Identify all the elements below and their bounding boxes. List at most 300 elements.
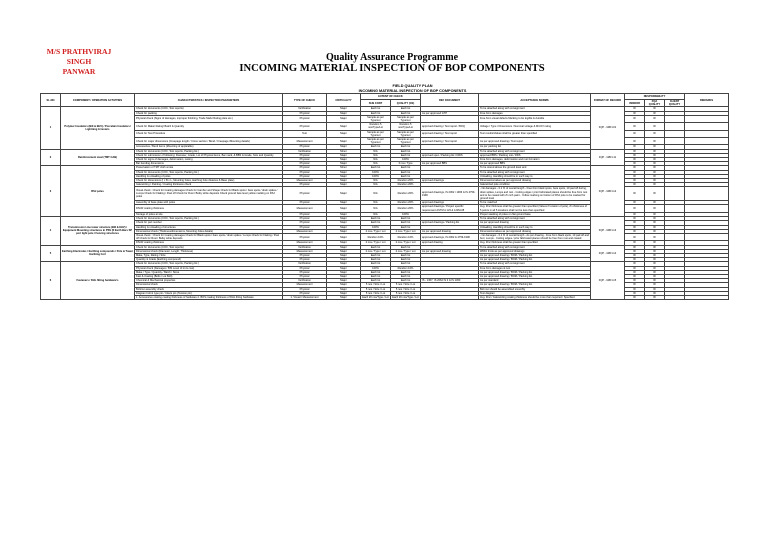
- cell-type: 1. Visual / Measurement: [283, 295, 327, 299]
- company-name-line-2: SINGH: [66, 57, 92, 66]
- cell-sub-cont: 100%: [361, 174, 391, 178]
- cell-format: FQP - GBFI-14: [591, 245, 625, 262]
- cell-type: Verification: [283, 107, 327, 111]
- cell-quality: 100%: [391, 212, 421, 216]
- cell-criticality: Major: [327, 266, 361, 270]
- cell-quality: Each lot: [391, 245, 421, 249]
- cell-quality: Each lot: [391, 253, 421, 257]
- cell-fqa: W: [645, 262, 665, 266]
- cell-characteristic: Physical check (Damages / BIS Level of lot & cost): [135, 266, 283, 270]
- cell-criticality: Major: [327, 283, 361, 287]
- cell-acceptance: As per approved drawing / Test report: [479, 138, 591, 145]
- cell-vendor: W: [625, 205, 645, 212]
- cell-quality: Each lot: [391, 153, 421, 157]
- cell-criticality: Major: [327, 162, 361, 166]
- cell-characteristic: Check for Test Procedure: [135, 130, 283, 137]
- cell-vendor: W: [625, 291, 645, 295]
- cell-client: [665, 187, 685, 201]
- cell-format: FQP - GBFI-15: [591, 262, 625, 300]
- cell-characteristic: Handling & unloading of poles: [135, 174, 283, 178]
- cell-fqa: W: [645, 291, 665, 295]
- cell-vendor: W: [625, 115, 645, 122]
- cell-quality: Each lot: [391, 279, 421, 283]
- cell-acceptance: To be attached along with consignment: [479, 149, 591, 153]
- cell-characteristic: Check for documents (COC, Test reports, Packing list ): [135, 170, 283, 174]
- cell-sub-cont: N/A: [361, 201, 391, 205]
- cell-criticality: Minor: [327, 149, 361, 153]
- cell-quality: Random 20%: [391, 201, 421, 205]
- cell-fqa: W: [645, 241, 665, 245]
- cell-fqa: W: [645, 245, 665, 249]
- cell-quality: Each lot: [391, 270, 421, 274]
- cell-ref-doc: [421, 115, 479, 122]
- cell-acceptance: As per standard: [479, 279, 591, 283]
- cell-ref-doc: As per approved drawing: [421, 249, 479, 253]
- cell-type: Physical: [283, 253, 327, 257]
- cell-type: Physical: [283, 123, 327, 130]
- cell-sub-cont: Random 5 nos/Type/Lot: [361, 123, 391, 130]
- cell-characteristic: Bar bending dimensions: [135, 162, 283, 166]
- cell-acceptance: Galvanized pole condition: [479, 183, 591, 187]
- cell-acceptance: Within limits as per approved drawings: [479, 249, 591, 253]
- cell-ref-doc: approved drawing / Test report: [421, 138, 479, 145]
- plan-subtitle: [220, 84, 605, 93]
- cell-ref-doc: approved drawings: [421, 201, 479, 205]
- cell-criticality: Major: [327, 274, 361, 278]
- cell-acceptance: Dimensions/values as per approved drawing: [479, 179, 591, 183]
- cell-sub-cont: Each lot: [361, 274, 391, 278]
- cell-vendor: W: [625, 174, 645, 178]
- header-criticality: CRITICALITY: [327, 94, 361, 107]
- cell-criticality: Major: [327, 201, 361, 205]
- cell-fqa: W: [645, 221, 665, 225]
- header-type: TYPE OF CHECK: [283, 94, 327, 107]
- cell-characteristic: Check for documents (COC, Test reports, Packing list ): [135, 149, 283, 153]
- cell-sub-cont: 2 nos / Type / Lot: [361, 249, 391, 253]
- table-row: [41, 130, 729, 137]
- cell-quality: Each lot: [391, 145, 421, 149]
- cell-type: Physical: [283, 266, 327, 270]
- cell-sl-no: 3: [41, 166, 61, 217]
- cell-vendor: W: [625, 187, 645, 201]
- cell-ref-doc: approved drawings, IS 2062 / 1966 & IS 4759-1996: [421, 187, 479, 201]
- cell-vendor: W: [625, 249, 645, 253]
- cell-type: Physical: [283, 258, 327, 262]
- cell-sub-cont: N/A: [361, 183, 391, 187]
- cell-characteristic: Storage of poles at site: [135, 212, 283, 216]
- cell-sub-cont: N/A: [361, 187, 391, 201]
- cell-sub-cont: Each lot: [361, 279, 391, 283]
- cell-characteristic: Visual check : Check for Coating damages Check for Camber and Shape Check for Black spots / bare spots / drain spikes / Lumps Check for Flaking / Peel off Check for Rust / Bulky white deposits Check ground face level yellow marking on RSJ poles: [135, 187, 283, 201]
- cell-acceptance: Avg. Zinc thickness shall be greater than specified (Values if location of pole), Zn thickness of 5 points in all 5 locations shall not be less than specified: [479, 205, 591, 212]
- cell-acceptance: As per approved drawing / BOM / Packing list: [479, 274, 591, 278]
- subtitle-line-2: INCOMING MATERIAL INSPECTION OF BOP COMPONENTS: [358, 88, 467, 93]
- cell-fqa: W: [645, 229, 665, 233]
- cell-characteristic: Check for signs of damages, deformation, rusting: [135, 158, 283, 162]
- cell-acceptance: As per packing list: [479, 145, 591, 149]
- company-name-line-3: PANWAR: [62, 67, 96, 76]
- cell-type: Physical: [283, 217, 327, 221]
- cell-criticality: Major: [327, 107, 361, 111]
- cell-vendor: W: [625, 274, 645, 278]
- cell-fqa: W: [645, 130, 665, 137]
- cell-quality: Each lot: [391, 262, 421, 266]
- cell-vendor: W: [625, 262, 645, 266]
- cell-criticality: Major: [327, 205, 361, 212]
- cell-sub-cont: N/A: [361, 158, 391, 162]
- cell-acceptance: To be attached along with consignment: [479, 217, 591, 221]
- cell-sub-cont: Sample as per Type/Lot: [361, 115, 391, 122]
- table-header: [41, 94, 729, 107]
- cell-sub-cont: 2 nos / Type / Lot: [361, 229, 391, 233]
- cell-vendor: W: [625, 183, 645, 187]
- cell-client: [665, 123, 685, 130]
- cell-fqa: W: [645, 166, 665, 170]
- cell-acceptance: To be matched: [479, 201, 591, 205]
- header-component: COMPONENT / OPERATION ACTIVITIES: [61, 94, 135, 107]
- cell-vendor: W: [625, 283, 645, 287]
- cell-acceptance: Free from damages: [479, 111, 591, 115]
- cell-type: Physical: [283, 174, 327, 178]
- cell-quality: Each lot: [391, 174, 421, 178]
- cell-type: Verification: [283, 245, 327, 249]
- header-characteristics: CHARACTERISTICS / INSPECTION PARAMETERS: [135, 94, 283, 107]
- cell-vendor: W: [625, 233, 645, 240]
- cell-ref-doc: approved spec / Packing list / DIDS: [421, 153, 479, 157]
- cell-quality: Each lot: [391, 225, 421, 229]
- cell-criticality: Major: [327, 138, 361, 145]
- cell-vendor: W: [625, 253, 645, 257]
- cell-acceptance: As per approved drawing / BOM / Packing list: [479, 258, 591, 262]
- subtitle-line-1: FIELD QUALITY PLAN: [392, 84, 433, 88]
- cell-type: Physical: [283, 221, 327, 225]
- cell-sub-cont: Each lot: [361, 270, 391, 274]
- cell-characteristic: Dimensional check (Diameter, Length, Thickness): [135, 249, 283, 253]
- header-fqa: FQA QUALITY: [645, 100, 665, 107]
- cell-type: Verification: [283, 262, 327, 266]
- cell-sub-cont: Each lot: [361, 221, 391, 225]
- cell-acceptance: Free from damages, deformation and rust formation: [479, 158, 591, 162]
- cell-fqa: W: [645, 283, 665, 287]
- header-client: CLIENT QUALITY: [665, 100, 685, 107]
- cell-sub-cont: Each lot: [361, 258, 391, 262]
- cell-vendor: W: [625, 221, 645, 225]
- cell-fqa: W: [645, 274, 665, 278]
- cell-vendor: W: [625, 166, 645, 170]
- cell-remarks: [685, 295, 729, 299]
- cell-vendor: W: [625, 270, 645, 274]
- cell-fqa: W: [645, 279, 665, 283]
- cell-type: Physical: [283, 212, 327, 216]
- cell-criticality: Major: [327, 130, 361, 137]
- header-vendor: VENDOR: [625, 100, 645, 107]
- cell-vendor: W: [625, 170, 645, 174]
- cell-type: Measurement: [283, 179, 327, 183]
- cell-ref-doc: As per approved GTP: [421, 111, 479, 115]
- cell-fqa: W: [645, 153, 665, 157]
- cell-vendor: W: [625, 153, 645, 157]
- cell-quality: Random 20%: [391, 183, 421, 187]
- cell-fqa: W: [645, 233, 665, 240]
- cell-vendor: W: [625, 145, 645, 149]
- cell-criticality: Major: [327, 170, 361, 174]
- cell-quality: 5 nos / Size / Lot: [391, 291, 421, 295]
- cell-vendor: W: [625, 162, 645, 166]
- cell-acceptance: As per approved drawing / BOM / Packing list: [479, 253, 591, 257]
- cell-vendor: W: [625, 279, 645, 283]
- cell-sub-cont: 2 nos / Type / Lot: [361, 241, 391, 245]
- cell-characteristic: Diagram bolt & type pin / Clevis pin (Tension pin): [135, 291, 283, 295]
- cell-characteristic: Physical check (Signs of damages, improper finishing, Trade Mark/ Rating plate etc.): [135, 115, 283, 122]
- table-body: [41, 107, 729, 300]
- cell-vendor: W: [625, 158, 645, 162]
- cell-sub-cont: Each lot: [361, 145, 391, 149]
- inspection-table: [40, 93, 729, 300]
- cell-quality: 100%: [391, 158, 421, 162]
- cell-criticality: Major: [327, 111, 361, 115]
- cell-vendor: W: [625, 179, 645, 183]
- cell-acceptance: Free from visual defects Marking to be legible & durable: [479, 115, 591, 122]
- cell-vendor: W: [625, 111, 645, 115]
- cell-type: Physical: [283, 162, 327, 166]
- cell-fqa: W: [645, 107, 665, 111]
- cell-acceptance: Test diagram: [479, 291, 591, 295]
- cell-fqa: W: [645, 266, 665, 270]
- cell-characteristic: Check for documents (COC, Test reports, Packing list ): [135, 262, 283, 266]
- cell-type: Physical: [283, 145, 327, 149]
- cell-characteristic: Check for documents (COC, Test reports, Packing list ): [135, 217, 283, 221]
- cell-quality: Random 20%: [391, 187, 421, 201]
- cell-type: Measurement: [283, 229, 327, 233]
- header-remarks: REMARKS: [685, 94, 729, 107]
- cell-quality: Sample as per Type/Lot: [391, 138, 421, 145]
- cell-criticality: Major: [327, 115, 361, 122]
- cell-quality: Each lot: [391, 258, 421, 262]
- cell-type: Verification: [283, 279, 327, 283]
- cell-sub-cont: 5 nos / Size / Lot: [361, 287, 391, 291]
- header-ref-doc: REF DOCUMENT: [421, 94, 479, 107]
- title-line-1: Quality Assurance Programme: [325, 52, 459, 63]
- cell-sub-cont: Each lot: [361, 107, 391, 111]
- header-quality: QUALITY (CE): [391, 100, 421, 107]
- cell-component: Transmission Line tower structure (Bill & EHV) / Equipment Mounting structures in PSS (II Earth Bars SP port light pole / Fencing structures: [61, 217, 135, 245]
- cell-criticality: Major: [327, 123, 361, 130]
- cell-sub-cont: N/A: [361, 205, 391, 212]
- cell-characteristic: DSCR coating thickness: [135, 205, 283, 212]
- cell-ref-doc: As per approved BBS: [421, 162, 479, 166]
- cell-acceptance: Proper stacking of poles on flat ground base: [479, 212, 591, 216]
- cell-fqa: W: [645, 295, 665, 299]
- cell-criticality: Major: [327, 258, 361, 262]
- cell-acceptance: Voltage / Type / Dimensions / Nominal voltage & MCOV rating: [479, 123, 591, 130]
- cell-acceptance: approved BBS / Packing List / DDS: [479, 153, 591, 157]
- cell-remarks: [685, 130, 729, 137]
- cell-acceptance: To be attached along with consignment: [479, 170, 591, 174]
- cell-vendor: W: [625, 241, 645, 245]
- cell-type: Measurement: [283, 205, 327, 212]
- cell-quality: Each lot: [391, 217, 421, 221]
- cell-sub-cont: N/A: [361, 149, 391, 153]
- cell-type: Physical: [283, 158, 327, 162]
- cell-sub-cont: Each lot: [361, 262, 391, 266]
- cell-sl-no: 6: [41, 262, 61, 300]
- cell-acceptance: To be attached along with consignment: [479, 245, 591, 249]
- cell-fqa: W: [645, 201, 665, 205]
- cell-fqa: W: [645, 123, 665, 130]
- cell-sub-cont: N/A: [361, 162, 391, 166]
- cell-criticality: Major: [327, 153, 361, 157]
- cell-acceptance: As per approved drawing: [479, 221, 591, 225]
- cell-characteristic: Fast & Coating (Bolts / Lot Bolt): [135, 274, 283, 278]
- cell-type: Physical: [283, 291, 327, 295]
- cell-vendor: W: [625, 266, 645, 270]
- cell-ref-doc: approved drawings: [421, 179, 479, 183]
- cell-quality: Random 5 nos/Type/Lot: [391, 123, 421, 130]
- cell-fqa: W: [645, 138, 665, 145]
- cell-acceptance: Dimensions/values as per approved drawing: [479, 229, 591, 233]
- cell-type: Physical: [283, 166, 327, 170]
- header-extent: EXTENT OF CHECK: [361, 94, 421, 100]
- cell-client: [665, 130, 685, 137]
- cell-client: [665, 233, 685, 240]
- cell-characteristic: Bolt/nut assembly check: [135, 287, 283, 291]
- cell-characteristic: Visual check : Check for Coating damages Check for Black spots / bare spots / drain spikes / Lumps Check for Flaking / Peel off Check for Rust / Bulky white deposits: [135, 233, 283, 240]
- cell-quality: 2 nos / Type / Lot: [391, 229, 421, 233]
- cell-vendor: W: [625, 258, 645, 262]
- cell-characteristic: Assembly of base plate with poles: [135, 201, 283, 205]
- table-row: [41, 295, 729, 299]
- table-row: [41, 187, 729, 201]
- cell-fqa: W: [645, 183, 665, 187]
- cell-fqa: W: [645, 217, 665, 221]
- cell-characteristic: Check for submission of following: Diameter, Grade, Lot of Physical items, Bar mark, & BBS & Grade, Size and Quantity: [135, 153, 283, 157]
- cell-quality: 2 nos / Type / Lot: [391, 249, 421, 253]
- cell-characteristic: Chemical & Mechanical properties: [135, 279, 283, 283]
- cell-characteristic: 1. Accessories coating coating thickness of hardware 2. BOS coating thickness of DHL fitting hardware: [135, 295, 283, 299]
- table-row: [41, 123, 729, 130]
- company-name-line-1: M/S PRATHVIRAJ: [46, 47, 112, 56]
- cell-vendor: W: [625, 201, 645, 205]
- cell-type: Physical: [283, 115, 327, 122]
- table-row: [41, 138, 729, 145]
- document-title: [232, 52, 552, 75]
- cell-criticality: Major: [327, 183, 361, 187]
- cell-criticality: Major: [327, 245, 361, 249]
- cell-remarks: [685, 115, 729, 122]
- cell-quality: Sample as per Type/Lot: [391, 130, 421, 137]
- cell-ref-doc: approved drawings, IS 2062 & 4759-1996: [421, 233, 479, 240]
- cell-type: Physical: [283, 233, 327, 240]
- cell-ref-doc: approved drawings / Packing list: [421, 221, 479, 225]
- cell-vendor: W: [625, 138, 645, 145]
- cell-characteristic: Dimensional check: [135, 283, 283, 287]
- cell-acceptance: As per approved drawing / BOM / Packing list: [479, 283, 591, 287]
- cell-quality: Sample as per Type/Lot: [391, 115, 421, 122]
- cell-client: [665, 205, 685, 212]
- cell-quality: 2 nos / Type / Lot: [391, 241, 421, 245]
- cell-criticality: Major: [327, 158, 361, 162]
- cell-sub-cont: Random 10%: [361, 233, 391, 240]
- cell-sub-cont: N/A: [361, 212, 391, 216]
- cell-characteristic: Dimensional check (Thickness/dimensions, Mounting holes details): [135, 229, 283, 233]
- cell-fqa: W: [645, 253, 665, 257]
- cell-component: RSJ poles: [61, 166, 135, 217]
- cell-ref-doc: IS - 1367, IS 2062 IS 3 & IS 1363: [421, 279, 479, 283]
- cell-sub-cont: 5 nos / Size / Lot: [361, 291, 391, 295]
- cell-characteristic: Quantity & Grade (Earthing compound): [135, 258, 283, 262]
- cell-vendor: W: [625, 149, 645, 153]
- cell-ref-doc: [421, 295, 479, 299]
- table-row: [41, 115, 729, 122]
- cell-sub-cont: N/A: [361, 153, 391, 157]
- cell-acceptance: Test results/Values shall be greater than specified: [479, 130, 591, 137]
- cell-quality: Each lot: [391, 170, 421, 174]
- cell-criticality: Major: [327, 217, 361, 221]
- cell-client: [665, 115, 685, 122]
- cell-type: Physical: [283, 287, 327, 291]
- cell-sl-no: 4: [41, 217, 61, 245]
- cell-ref-doc: approved drawing / Test report / BOQ: [421, 123, 479, 130]
- cell-sub-cont: Sample as per Type/Lot: [361, 138, 391, 145]
- cell-quality: Each lot: [391, 274, 421, 278]
- cell-acceptance: - No damages - 0.1 % of overall length - Free from black spots, bare spots, 10 pad off during, drain spikes, Lumps and rust - Cutting edges / prior fabricated places should be free from rust and to be coated with Zn rich paint - Yellow marking on bottom of RSJ pole to be marked for ground level: [479, 187, 591, 201]
- cell-acceptance: Avg. Zinc thickness shall be greater than specified: [479, 241, 591, 245]
- cell-type: Measurement: [283, 241, 327, 245]
- cell-type: Measurement: [283, 138, 327, 145]
- cell-criticality: Major: [327, 221, 361, 225]
- cell-format: FQP - GBFI-11: [591, 149, 625, 166]
- cell-criticality: Major: [327, 187, 361, 201]
- cell-format: FQP - GBFI-01: [591, 107, 625, 149]
- cell-sl-no: 2: [41, 149, 61, 166]
- cell-criticality: Major: [327, 287, 361, 291]
- cell-ref-doc: approved drawings / Project specific requirement ASTM A 123 & 123M-08: [421, 205, 479, 212]
- cell-ref-doc: As per approved drawing: [421, 229, 479, 233]
- cell-vendor: W: [625, 287, 645, 291]
- cell-criticality: Major: [327, 270, 361, 274]
- cell-type: Physical: [283, 187, 327, 201]
- cell-characteristic: DSCR coating thickness: [135, 241, 283, 245]
- cell-fqa: W: [645, 170, 665, 174]
- cell-characteristic: Check for documents (COC, Test reports): [135, 107, 283, 111]
- cell-fqa: W: [645, 205, 665, 212]
- cell-acceptance: As per approved drawing / BOM / Packing list: [479, 270, 591, 274]
- cell-sub-cont: Each lot: [361, 245, 391, 249]
- cell-fqa: W: [645, 258, 665, 262]
- cell-fqa: W: [645, 162, 665, 166]
- cell-sub-cont: Each lot: [361, 166, 391, 170]
- cell-fqa: W: [645, 249, 665, 253]
- cell-quality: Each lot: [391, 149, 421, 153]
- cell-sub-cont: Each lot: [361, 217, 391, 221]
- cell-quality: Each lot: [391, 221, 421, 225]
- cell-characteristic: Handling & unloading of structures: [135, 225, 283, 229]
- cell-fqa: W: [645, 179, 665, 183]
- cell-quality: Random 20%: [391, 205, 421, 212]
- cell-acceptance: - No damages - 0.1 % of overall length - As per drawing - Free from black spots, 10 pad off and burr, Lumps - Cutting edges / prior fabricated places should be free from rust and coated: [480, 233, 589, 241]
- cell-fqa: W: [645, 158, 665, 162]
- cell-fqa: W: [645, 115, 665, 122]
- cell-vendor: W: [625, 212, 645, 216]
- cell-ref-doc: approved drawing: [421, 241, 479, 245]
- cell-type: Verification: [283, 149, 327, 153]
- cell-type: Physical: [283, 170, 327, 174]
- cell-characteristic: Check for Make/ Rating/ Batch & Quantity: [135, 123, 283, 130]
- cell-sub-cont: Sample as per Type/Lot: [361, 130, 391, 137]
- cell-type: Physical: [283, 225, 327, 229]
- cell-fqa: W: [645, 225, 665, 229]
- cell-vendor: W: [625, 217, 645, 221]
